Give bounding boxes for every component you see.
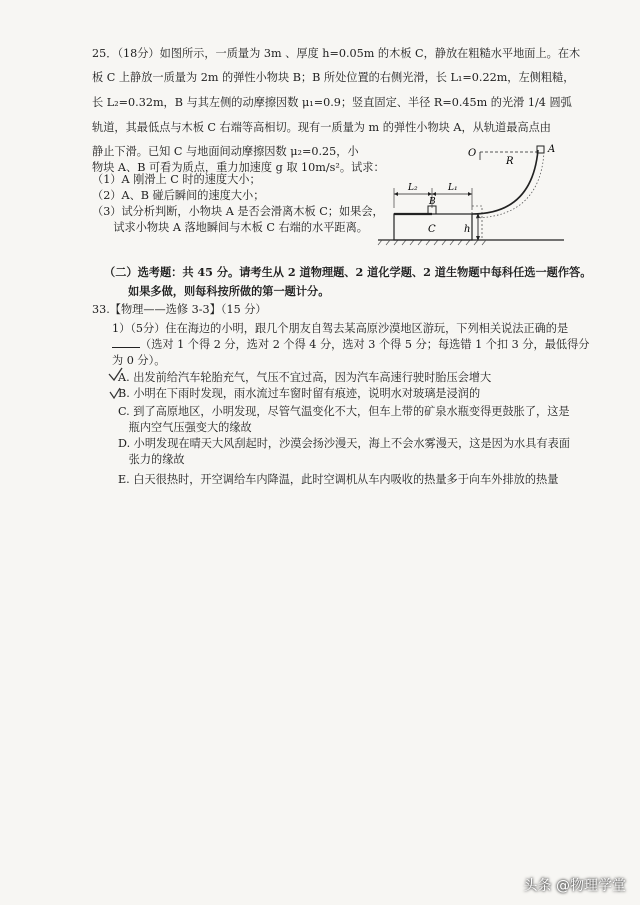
answer-blank xyxy=(112,337,140,348)
q33-part1-line-1: 1）（5分）住在海边的小明，跟几个朋友自驾去某高原沙漠地区游玩，下列相关说法正确的是 xyxy=(112,322,569,335)
label-o: O xyxy=(468,148,477,159)
q25-sub-3-cont: 试求小物块 A 落地瞬间与木板 C 右端的水平距离。 xyxy=(92,221,368,234)
label-c: C xyxy=(428,224,436,235)
option-a: A. 出发前给汽车轮胎充气，气压不宜过高，因为汽车高速行驶时胎压会增大 xyxy=(118,371,492,384)
q25-sub-3: （3）试分析判断，小物块 A 是否会滑离木板 C；如果会， xyxy=(92,205,384,218)
quarter-arc xyxy=(472,150,538,214)
label-b: B xyxy=(429,197,436,207)
watermark: 头条 @物理学堂 xyxy=(523,878,626,894)
q25-line-1: 25．（18分）如图所示，一质量为 3m 、厚度 h=0.05m 的木板 C，静放在粗糙水平地面上。在木 xyxy=(92,47,581,60)
physics-diagram xyxy=(372,140,568,252)
q25-line-5: 静止下滑。已知 C 与地面间动摩擦因数 μ₂=0.25，小 xyxy=(92,145,359,158)
option-d-cont: 张力的缘故 xyxy=(118,453,185,466)
q25-line-3: 长 L₂=0.32m，B 与其左侧的动摩擦因数 μ₁=0.9；竖直固定、半径 R=0.45m 的光滑 1/4 圆弧 xyxy=(92,96,572,109)
handwritten-marks xyxy=(106,364,126,410)
option-e: E. 白天很热时，开空调给车内降温，此时空调机从车内吸收的热量多于向车外排放的热量 xyxy=(118,473,559,486)
q33-part1-line-3: 为 0 分）。 xyxy=(112,354,166,367)
section2-line-2: 如果多做，则每科按所做的第一题计分。 xyxy=(128,284,330,298)
label-a: A xyxy=(548,144,556,155)
q25-sub-2: （2）A、B 碰后瞬间的速度大小； xyxy=(92,189,265,202)
option-c: C. 到了高原地区，小明发现，尽管气温变化不大，但车上带的矿泉水瓶变得更鼓胀了，这是 xyxy=(118,405,570,418)
option-b: B. 小明在下雨时发现，雨水流过车窗时留有痕迹，说明水对玻璃是浸润的 xyxy=(118,387,481,400)
label-l2: L₂ xyxy=(408,183,418,193)
q33-part1-line-2: （选对 1 个得 2 分，选对 2 个得 4 分，选对 3 个得 5 分；每选错 1 个扣 3 分，最低得分 xyxy=(112,337,589,353)
q33-title: 33.【物理——选修 3-3】（15 分） xyxy=(92,303,267,316)
q25-sub-1: （1）A 刚滑上 C 时的速度大小； xyxy=(92,173,261,186)
option-d: D. 小明发现在晴天大风刮起时，沙漠会扬沙漫天，海上不会水雾漫天，这是因为水具有表面 xyxy=(118,437,570,450)
label-h: h xyxy=(464,224,471,235)
label-r: R xyxy=(506,156,514,167)
q25-line-4: 轨道，其最低点与木板 C 右端等高相切。现有一质量为 m 的弹性小物块 A，从轨道最高点由 xyxy=(92,121,551,134)
option-c-cont: 瓶内空气压强变大的缘故 xyxy=(118,421,252,434)
arc-pedestal xyxy=(472,206,482,240)
section2-line-1: （二）选考题：共 45 分。请考生从 2 道物理题、2 道化学题、2 道生物题中每科任选一题作答。 xyxy=(104,265,592,279)
q25-line-2: 板 C 上静放一质量为 2m 的弹性小物块 B；B 所处位置的右侧光滑，长 L₁=0.22m，左侧粗糙， xyxy=(92,71,575,84)
ground-hatching xyxy=(378,240,486,245)
q25-line-6: 物块 A、B 可看为质点，重力加速度 g 取 10m/s²。试求： xyxy=(92,161,385,174)
label-l1: L₁ xyxy=(448,183,458,193)
